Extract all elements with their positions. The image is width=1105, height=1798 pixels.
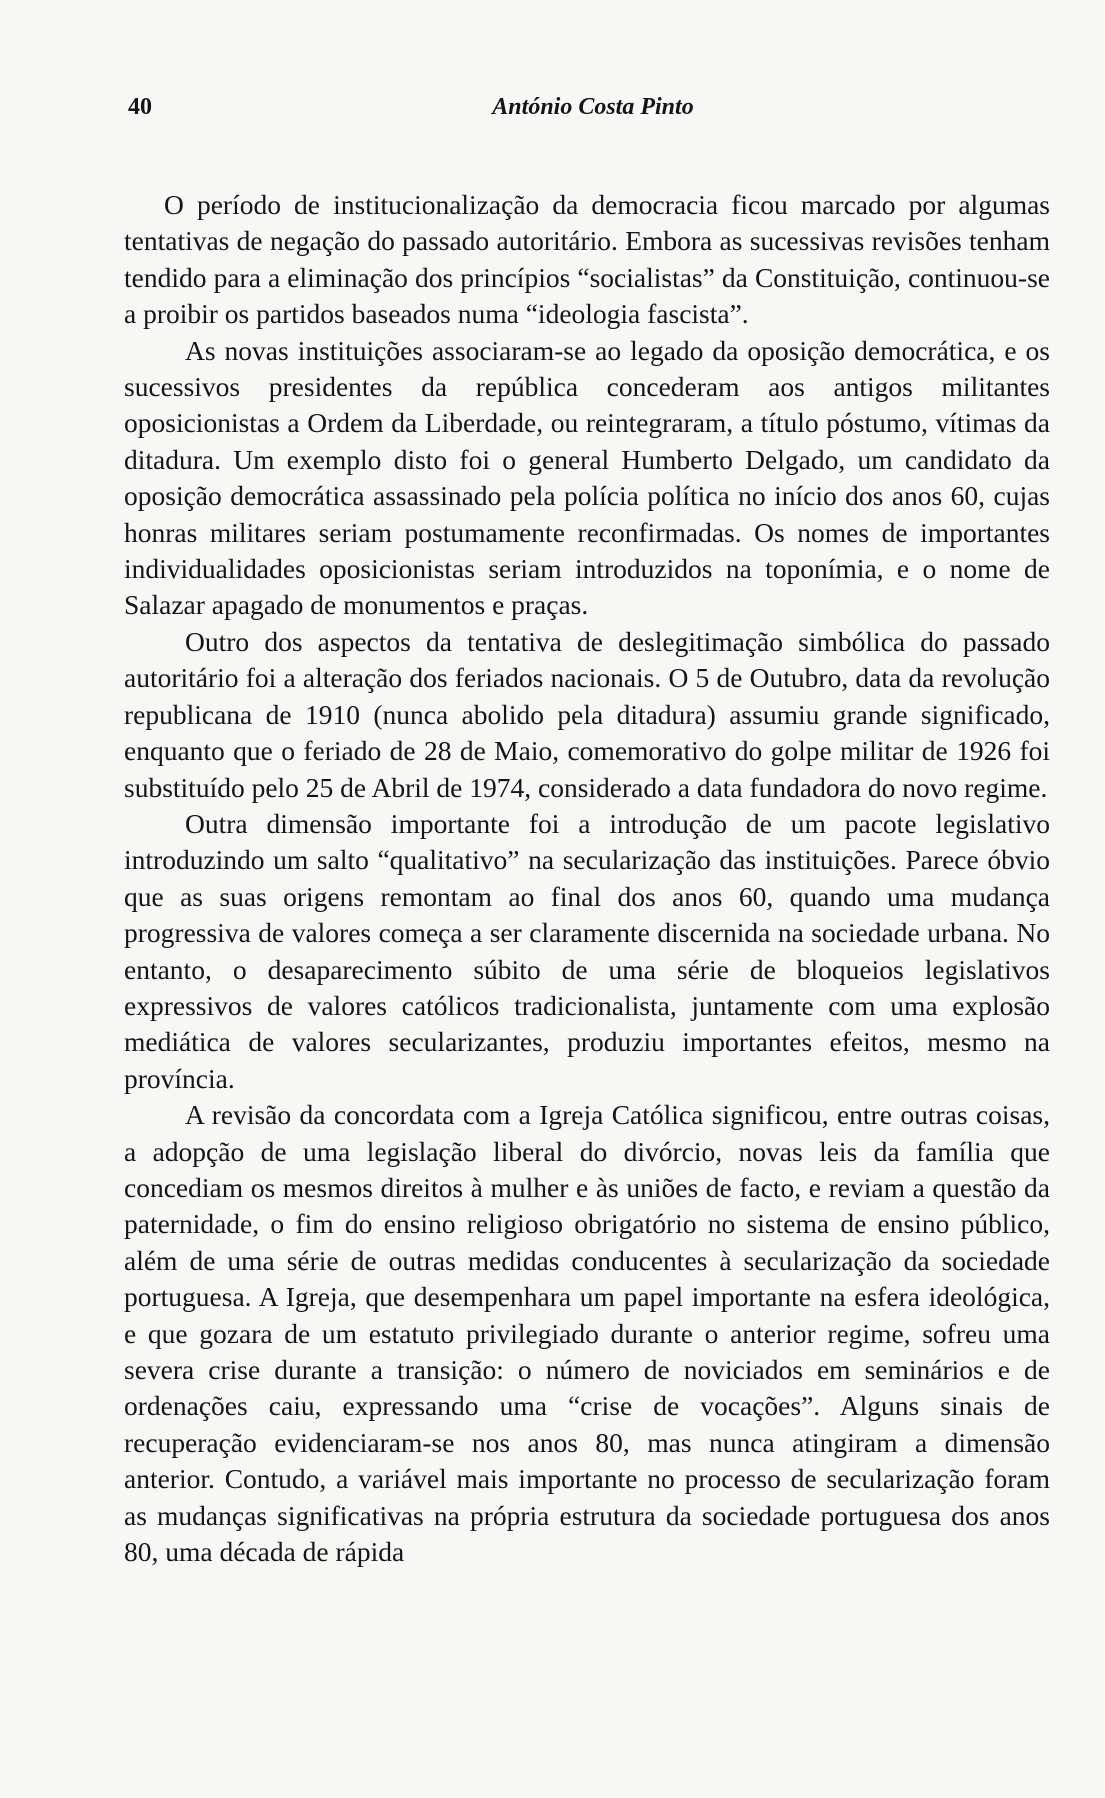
running-head: António Costa Pinto xyxy=(492,94,694,120)
paragraph: Outro dos aspectos da tentativa de deslegitimação simbólica do passado autoritário foi a alteração dos feriados nacionais. O 5 de Outubro, data da revolução republicana de 1910 (nunca abolido pela ditadura) assumiu grande significado, enquanto que o feriado de 28 de Maio, comemorativo do golpe militar de 1926 foi substituído pelo 25 de Abril de 1974, considerado a data fundadora do novo regime. xyxy=(124,625,1050,803)
paragraph: A revisão da concordata com a Igreja Católica significou, entre outras coisas, a adopção de uma legislação liberal do divórcio, novas leis da família que concediam os mesmos direitos à mulher e às uniões de facto, e reviam a questão da paternidade, o fim do ensino religioso obrigatório no sistema de ensino público, além de uma série de outras medidas conducentes à secularização da sociedade portuguesa. A Igreja, que desempenhara um papel importante na esfera ideológica, e que gozara de um estatuto privilegiado durante o anterior regime, sofreu uma severa crise durante a transição: o número de noviciados em seminários e de ordenações caiu, expressando uma “crise de vocações”. Alguns sinais de recuperação evidenciaram-se nos anos 80, mas nunca atingiram a dimensão anterior. Contudo, a variável mais importante no processo de secularização foram as mudanças significativas na própria estrutura da sociedade portuguesa dos anos 80, uma década de rápida xyxy=(124,1099,1050,1568)
body-text xyxy=(124,187,1050,1570)
paragraph: O período de institucionalização da democracia ficou marcado por algumas tentativas de negação do passado autoritário. Embora as sucessivas revisões tenham tendido para a eliminação dos princípios “socialistas” da Constituição, continuou-se a proibir os partidos baseados numa “ideologia fascista”. xyxy=(124,189,1050,330)
page-header xyxy=(128,94,1058,128)
paragraph: As novas instituições associaram-se ao legado da oposição democrática, e os sucessivos presidentes da república concederam aos antigos militantes oposicionistas a Ordem da Liberdade, ou reintegraram, a título póstumo, vítimas da ditadura. Um exemplo disto foi o general Humberto Delgado, um candidato da oposição democrática assassinado pela polícia política no início dos anos 60, cujas honras militares seriam postumamente reconfirmadas. Os nomes de importantes individualidades oposicionistas seriam introduzidos na toponímia, e o nome de Salazar apagado de monumentos e praças. xyxy=(124,334,1050,621)
paragraph: Outra dimensão importante foi a introdução de um pacote legislativo introduzindo um salto “qualitativo” na secularização das instituições. Parece óbvio que as suas origens remontam ao final dos anos 60, quando uma mudança progressiva de valores começa a ser claramente discernida na sociedade urbana. No entanto, o desaparecimento súbito de uma série de bloqueios legislativos expressivos de valores católicos tradicionalista, juntamente com uma explosão mediática de valores secularizantes, produziu importantes efeitos, mesmo na província. xyxy=(124,807,1050,1094)
page-number: 40 xyxy=(128,94,152,120)
